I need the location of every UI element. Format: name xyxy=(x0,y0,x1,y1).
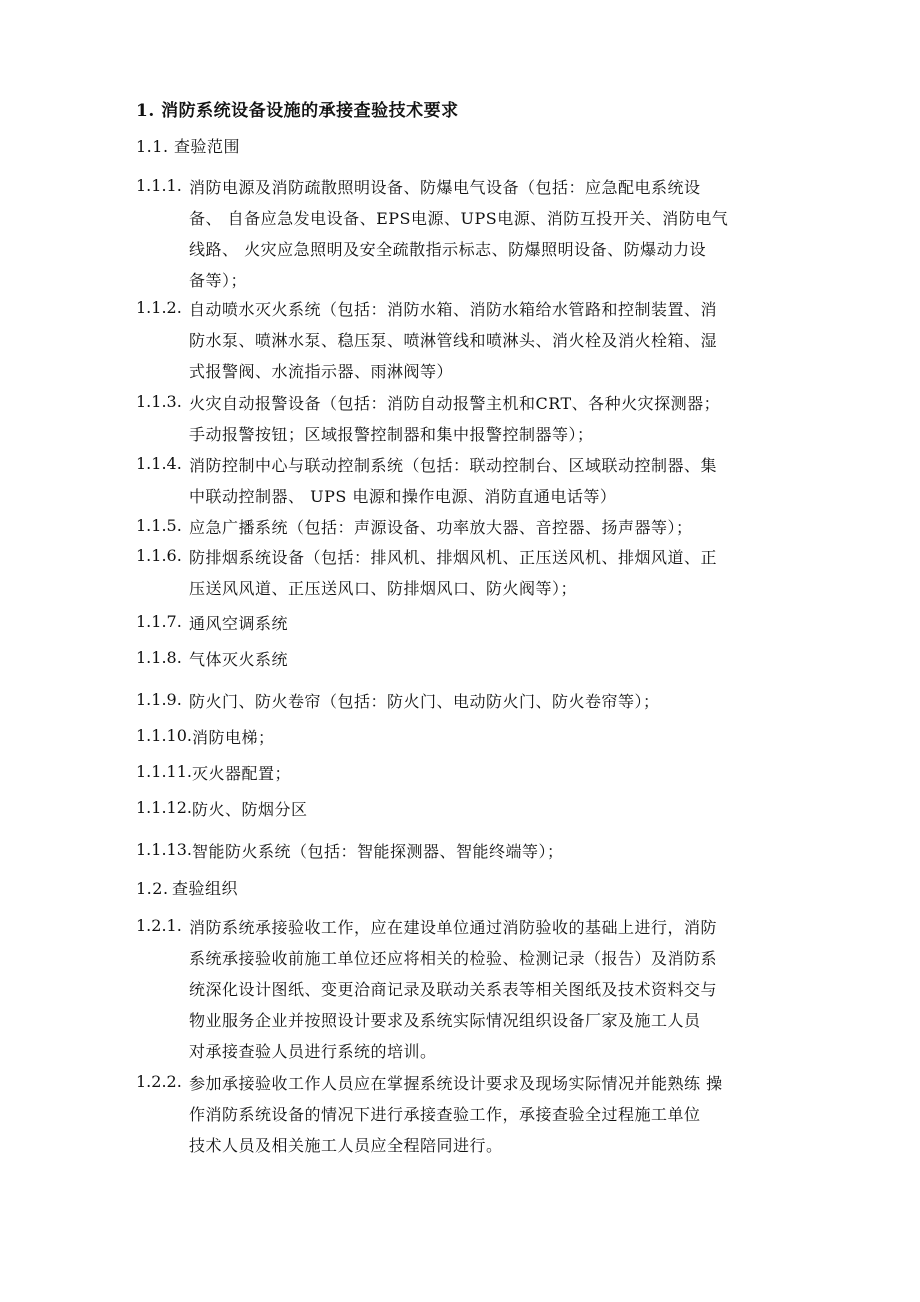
item-line: 防排烟系统设备（包括：排风机、排烟风机、正压送风机、排烟风道、正 xyxy=(189,548,718,567)
item-number: 1.1.4. xyxy=(136,454,182,473)
item-text xyxy=(189,516,799,547)
section-number: 1.1. xyxy=(136,137,169,156)
item-text xyxy=(189,648,799,679)
item-text xyxy=(189,1072,799,1165)
item-line: 对承接查验人员进行系统的培训。 xyxy=(189,1042,437,1061)
document-title: 1. 消防系统设备设施的承接查验技术要求 xyxy=(136,101,459,121)
item-line: 灭火器配置； xyxy=(192,764,292,783)
item-text xyxy=(192,762,802,793)
item-line: 气体灭火系统 xyxy=(189,650,289,669)
item-line: 备等）； xyxy=(189,271,248,290)
section-heading-1-2 xyxy=(136,876,238,899)
item-number: 1.1.3. xyxy=(136,392,182,411)
item-line: 参加承接验收工作人员应在掌握系统设计要求及现场实际情况并能熟练 操 xyxy=(189,1074,723,1093)
section-number: 1.2. xyxy=(136,879,169,898)
item-number: 1.1.11. xyxy=(136,762,192,781)
item-line: 式报警阀、水流指示器、雨淋阀等） xyxy=(189,362,454,381)
item-line: 防水泵、喷淋水泵、稳压泵、喷淋管线和喷淋头、消火栓及消火栓箱、湿 xyxy=(189,331,718,350)
item-text xyxy=(189,612,799,643)
item-number: 1.2.2. xyxy=(136,1072,182,1091)
section-heading-1-1 xyxy=(136,134,240,157)
item-line: 中联动控制器、 UPS 电源和操作电源、消防直通电话等） xyxy=(189,487,617,506)
item-number: 1.1.10. xyxy=(136,726,192,745)
item-line: 应急广播系统（包括：声源设备、功率放大器、音控器、扬声器等）； xyxy=(189,518,693,537)
item-line: 消防控制中心与联动控制系统（包括：联动控制台、区域联动控制器、集 xyxy=(189,456,718,475)
item-line: 系统承接验收前施工单位还应将相关的检验、检测记录（报告）及消防系 xyxy=(189,949,718,968)
item-number: 1.1.13. xyxy=(136,840,192,859)
item-line: 防火门、防火卷帘（包括：防火门、电动防火门、防火卷帘等）； xyxy=(189,692,660,711)
item-line: 压送风风道、正压送风口、防排烟风口、防火阀等）； xyxy=(189,579,578,598)
item-text xyxy=(189,916,799,1071)
item-text xyxy=(189,176,799,300)
item-line: 消防系统承接验收工作，应在建设单位通过消防验收的基础上进行，消防 xyxy=(189,918,718,937)
item-line: 备、 自备应急发电设备、EPS电源、UPS电源、消防互投开关、消防电气 xyxy=(189,209,729,228)
item-line: 物业服务企业并按照设计要求及系统实际情况组织设备厂家及施工人员 xyxy=(189,1011,701,1030)
item-number: 1.1.9. xyxy=(136,690,182,709)
section-title: 查验组织 xyxy=(172,879,239,898)
item-line: 消防电梯； xyxy=(192,728,275,747)
item-number: 1.1.12. xyxy=(136,798,192,817)
item-line: 作消防系统设备的情况下进行承接查验工作，承接查验全过程施工单位 xyxy=(189,1105,701,1124)
item-text xyxy=(189,690,799,721)
item-line: 智能防火系统（包括：智能探测器、智能终端等）； xyxy=(192,842,564,861)
item-line: 技术人员及相关施工人员应全程陪同进行。 xyxy=(189,1136,503,1155)
item-line: 线路、 火灾应急照明及安全疏散指示标志、防爆照明设备、防爆动力设 xyxy=(189,240,707,259)
item-number: 1.1.1. xyxy=(136,176,182,195)
item-line: 手动报警按钮；区域报警控制器和集中报警控制器等）； xyxy=(189,425,594,444)
item-number: 1.1.6. xyxy=(136,546,182,565)
item-number: 1.1.7. xyxy=(136,612,182,631)
item-text xyxy=(189,392,799,454)
item-line: 消防电源及消防疏散照明设备、防爆电气设备（包括：应急配电系统设 xyxy=(189,178,701,197)
section-title: 查验范围 xyxy=(174,137,241,156)
item-line: 统深化设计图纸、变更洽商记录及联动关系表等相关图纸及技术资料交与 xyxy=(189,980,718,999)
item-number: 1.1.5. xyxy=(136,516,182,535)
item-line: 自动喷水灭火系统（包括：消防水箱、消防水箱给水管路和控制装置、消 xyxy=(189,300,718,319)
item-line: 火灾自动报警设备（包括：消防自动报警主机和CRT、各种火灾探测器； xyxy=(189,394,721,413)
item-text xyxy=(192,840,802,871)
item-number: 1.2.1. xyxy=(136,916,182,935)
item-text xyxy=(192,798,802,829)
item-text xyxy=(189,546,799,608)
item-line: 防火、防烟分区 xyxy=(192,800,308,819)
item-text xyxy=(192,726,802,757)
item-number: 1.1.2. xyxy=(136,298,182,317)
item-number: 1.1.8. xyxy=(136,648,182,667)
item-text xyxy=(189,298,799,391)
item-line: 通风空调系统 xyxy=(189,614,289,633)
item-text xyxy=(189,454,799,516)
